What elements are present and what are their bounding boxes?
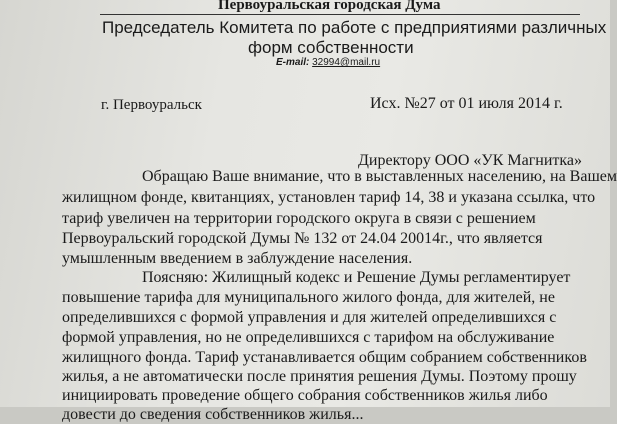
body-line-11: жилья, а не автоматически после принятия решения Думы. Поэтому прошу (62, 368, 577, 385)
body-line-4: Первоуральский городской Думы № 132 от 24.04 20014г., что является (62, 230, 543, 247)
body-line-5: умышленным введением в заблуждение населения. (62, 250, 413, 267)
body-line-13: довести до сведения собственников жилья... (62, 406, 364, 423)
outgoing-reference: Исх. №27 от 01 июля 2014 г. (370, 95, 563, 112)
letter-city: г. Первоуральск (101, 97, 202, 113)
committee-line-1: Председатель Комитета по работе с предприятиями различных (102, 18, 607, 37)
body-line-9: формой управления, но не определившихся с тарифом на обслуживание (62, 329, 555, 346)
body-line-1: Обращаю Ваше внимание, что в выставленных населению, на Вашем (142, 168, 617, 185)
body-line-12: инициировать проведение общего собрания собственников жилья либо (62, 387, 548, 404)
committee-line-2: форм собственности (248, 38, 414, 57)
body-line-10: жилищного фонда. Тариф устанавливается общим собранием собственников (62, 349, 587, 366)
body-line-2: жилищном фонде, квитанциях, установлен тариф 14, 38 и указана ссылка, что (62, 189, 596, 206)
body-line-3: тариф увеличен на территории городского округа в связи с решением (62, 210, 536, 227)
body-line-8: определившихся с формой управления и для жителей определившихся с (62, 309, 557, 326)
organization-name: Первоуральская городская Дума (218, 0, 441, 13)
addressee: Директору ООО «УК Магнитка» (358, 152, 583, 169)
body-line-7: повышение тарифа для муниципального жилого фонда, для жителей, не (62, 289, 555, 306)
email-address: 32994@mail.ru (312, 57, 381, 68)
email-label: E-mail: (276, 57, 310, 68)
body-line-6: Поясняю: Жилищный кодекс и Решение Думы регламентирует (142, 269, 571, 286)
